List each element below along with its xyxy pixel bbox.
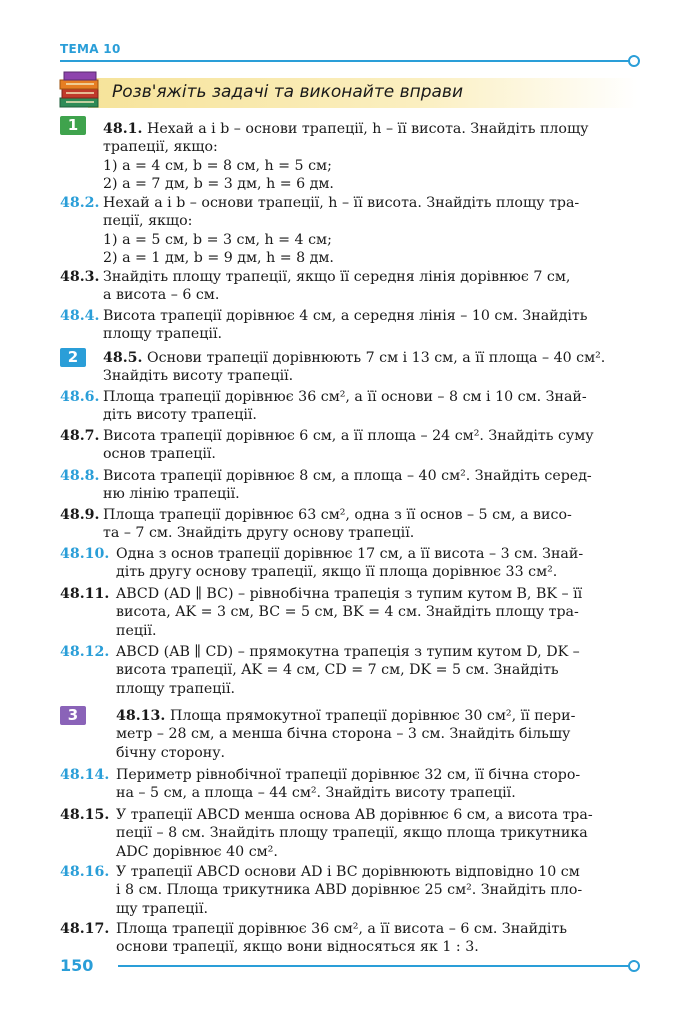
footer-rule-end-icon [628, 960, 640, 972]
task-line: площу трапеції. [116, 680, 236, 697]
task-number: 48.15. [60, 807, 110, 823]
header-rule-end-icon [628, 55, 640, 67]
task-line: У трапеції ABCD основи AD і BC дорівнюють відповідно 10 см [116, 864, 580, 880]
task-number: 48.11. [60, 586, 110, 602]
task-line: пеції. [116, 622, 157, 639]
task-line: Висота трапеції дорівнює 8 см, а площа – 40 см². Знайдіть серед- [103, 468, 592, 484]
task-line: Периметр рівнобічної трапеції дорівнює 32 см, її бічна сторо- [116, 767, 581, 783]
task-number: 48.10. [60, 546, 110, 562]
task-line: Площа трапеції дорівнює 36 см², а її висота – 6 см. Знайдіть [116, 921, 567, 937]
task-line: основ трапеції. [103, 446, 216, 463]
task-number: 48.17. [60, 921, 110, 937]
task-line: ADC дорівнює 40 см². [116, 843, 278, 860]
task-line: Висота трапеції дорівнює 6 см, а її площа – 24 см². Знайдіть суму [103, 428, 594, 444]
task-line: Основи трапеції дорівнюють 7 см і 13 см, а її площа – 40 см². [147, 350, 606, 366]
level-1-badge: 1 [60, 116, 86, 135]
task-line: основи трапеції, якщо вони відносяться як 1 : 3. [116, 939, 479, 956]
task-line: висота трапеції, AK = 4 см, CD = 7 см, DK = 5 см. Знайдіть [116, 662, 559, 679]
task-line: 2) a = 7 дм, b = 3 дм, h = 6 дм. [103, 176, 334, 193]
task-line: 2) a = 1 дм, b = 9 дм, h = 8 дм. [103, 250, 334, 267]
task-line: висота, AK = 3 см, BC = 5 см, BK = 4 см. Знайдіть площу тра- [116, 604, 579, 621]
task-line: метр – 28 см, а менша бічна сторона – 3 см. Знайдіть більшу [116, 726, 571, 743]
task-number: 48.1. [103, 121, 143, 137]
task-line: Площа прямокутної трапеції дорівнює 30 см², її пери- [170, 708, 576, 724]
task-line: Нехай a і b – основи трапеції, h – її висота. Знайдіть площу [147, 121, 589, 137]
task-line: Висота трапеції дорівнює 4 см, а середня лінія – 10 см. Знайдіть [103, 308, 588, 324]
level-3-badge: 3 [60, 706, 86, 725]
books-icon [58, 70, 102, 110]
task-number: 48.6. [60, 389, 100, 405]
task-line: У трапеції ABCD менша основа AB дорівнює 6 см, а висота тра- [116, 807, 593, 823]
task-line: діть висоту трапеції. [103, 407, 257, 424]
task-number: 48.5. [103, 350, 143, 366]
task-line: діть другу основу трапеції, якщо її площа дорівнює 33 см². [116, 564, 558, 581]
task-line: Площа трапеції дорівнює 36 см², а її основи – 8 см і 10 см. Знай- [103, 389, 587, 405]
task-line: на – 5 см, а площа – 44 см². Знайдіть висоту трапеції. [116, 785, 516, 802]
task-line: 1) a = 4 см, b = 8 см, h = 5 см; [103, 157, 332, 174]
task-line: та – 7 см. Знайдіть другу основу трапеції. [103, 525, 415, 542]
task-line: ABCD (AD ∥ BC) – рівнобічна трапеція з тупим кутом B, BK – її [116, 586, 583, 602]
task-line: Площа трапеції дорівнює 63 см², одна з її основ – 5 см, а висо- [103, 507, 572, 523]
task-line: Одна з основ трапеції дорівнює 17 см, а її висота – 3 см. Знай- [116, 546, 584, 562]
header-rule [60, 60, 630, 62]
footer-rule [118, 965, 630, 967]
page-number: 150 [60, 956, 94, 975]
task-line: ню лінію трапеції. [103, 486, 240, 503]
task-line: пеції – 8 см. Знайдіть площу трапеції, якщо площа трикутника [116, 825, 588, 842]
task-line: Знайдіть площу трапеції, якщо її середня лінія дорівнює 7 см, [103, 269, 571, 285]
level-2-badge: 2 [60, 348, 86, 367]
task-number: 48.4. [60, 308, 100, 324]
task-number: 48.2. [60, 195, 100, 211]
task-line: щу трапеції. [116, 900, 208, 917]
task-line: пеції, якщо: [103, 213, 193, 230]
task-line: Нехай a і b – основи трапеції, h – її висота. Знайдіть площу тра- [103, 195, 580, 211]
task-number: 48.16. [60, 864, 110, 880]
task-line: 1) a = 5 см, b = 3 см, h = 4 см; [103, 231, 332, 248]
task-number: 48.13. [116, 708, 166, 724]
topic-label: ТЕМА 10 [60, 42, 121, 56]
task-number: 48.9. [60, 507, 100, 523]
task-line: а висота – 6 см. [103, 287, 220, 304]
task-number: 48.8. [60, 468, 100, 484]
task-number: 48.3. [60, 269, 100, 285]
task-number: 48.12. [60, 644, 110, 660]
task-line: трапеції, якщо: [103, 139, 218, 156]
task-line: і 8 см. Площа трикутника ABD дорівнює 25 см². Знайдіть пло- [116, 882, 583, 899]
task-number: 48.14. [60, 767, 110, 783]
banner-title: Розв'яжіть задачі та виконайте вправи [112, 82, 463, 102]
task-line: ABCD (AB ∥ CD) – прямокутна трапеція з тупим кутом D, DK – [116, 644, 580, 660]
task-line: бічну сторону. [116, 744, 226, 761]
task-line: площу трапеції. [103, 326, 223, 343]
task-line: Знайдіть висоту трапеції. [103, 368, 294, 385]
task-number: 48.7. [60, 428, 100, 444]
